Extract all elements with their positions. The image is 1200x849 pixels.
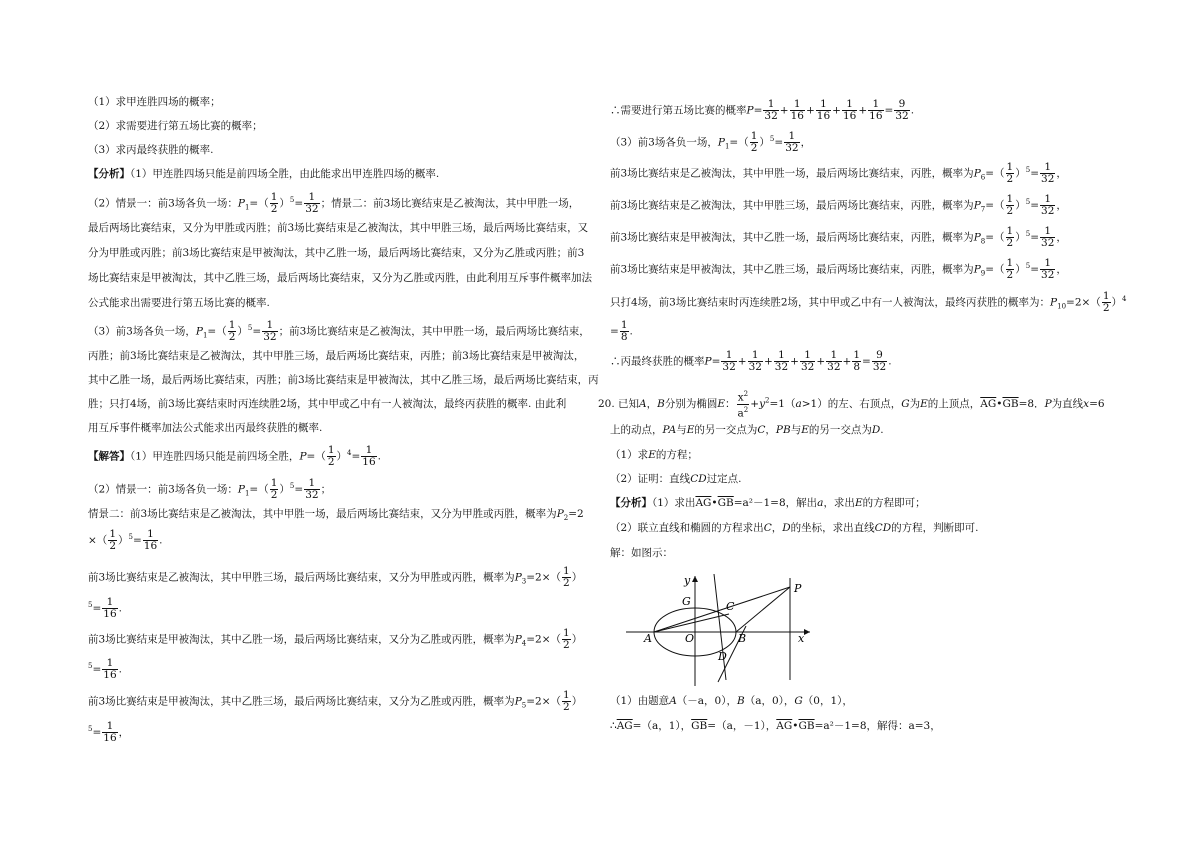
part3-p6: 前3场比赛结束是乙被淘汰，其中甲胜一场，最后两场比赛结束，丙胜，概率为$P_6=$（ $\frac{1}{2}$ ）$^5$= $\frac{1}{32}$ ，	[610, 161, 1067, 185]
part3-p7: 前3场比赛结束是乙被淘汰，其中甲胜三场，最后两场比赛结束，丙胜，概率为$P_7=$（ $\frac{1}{2}$ ）$^5$= $\frac{1}{32}$ ，	[610, 193, 1067, 217]
analysis-line-3e: 用互斥事件概率加法公式能求出丙最终获胜的概率.	[88, 422, 323, 434]
label-P: P	[794, 582, 802, 595]
analysis-line-3d: 胜；只打4场，前3场比赛结束时丙连续胜2场，其中甲或乙中有一人被淘汰，最终丙获胜的概率. 由此利	[88, 398, 567, 410]
solution-line-2a: （2）情景一：前3场各负一场：$P_1=$（ $\frac{1}{2}$ ）$^5$= $\frac{1}{32}$ ；	[88, 477, 332, 501]
scenario-2-value: ×（ $\frac{1}{2}$ ）$^5$= $\frac{1}{16}$ .	[88, 528, 163, 552]
label-G: G	[682, 595, 691, 608]
case-3-value: $^5$= $\frac{1}{16}$ .	[88, 596, 122, 620]
part3-p9: 前3场比赛结束是甲被淘汰，其中乙胜三场，最后两场比赛结束，丙胜，概率为$P_9=$（ $\frac{1}{2}$ ）$^5$= $\frac{1}{32}$ ，	[610, 257, 1067, 281]
ellipse-figure	[622, 570, 812, 688]
solution-tag: 【解答】	[88, 450, 130, 463]
question-20: 20. 已知A，B分别为椭圆E： $\frac{x^2}{a^2}$ $+y^2=1(a>1)$的左、右顶点，G为E的上顶点，$\overline{AG}•\overline{GB}=8$．P为直线x=6	[598, 390, 1105, 419]
solution-figure-caption: 解：如图示：	[610, 547, 673, 559]
analysis-line-2a: （2）情景一：前3场各负一场：$P_1=$（ $\frac{1}{2}$ ）$^5$= $\frac{1}{32}$ ；情景二：前3场比赛结束是乙被淘汰，其中甲胜一场，	[88, 191, 580, 215]
scenario-2-line: 情景二：前3场比赛结束是乙被淘汰，其中甲胜一场，最后两场比赛结束，又分为甲胜或丙胜，概率为$P_2=2$	[88, 508, 584, 523]
analysis-line-1: 【分析】（1）甲连胜四场只能是前四场全胜，由此能求出甲连胜四场的概率.	[88, 168, 440, 180]
question-1: （1）求甲连胜四场的概率；	[88, 96, 221, 108]
case-3-line: 前3场比赛结束是乙被淘汰，其中甲胜三场，最后两场比赛结束，又分为甲胜或丙胜，概率为$P_3=2\times$（ $\frac{1}{2}$ ）	[88, 565, 583, 589]
analysis-line-3a: （3）前3场各负一场，$P_1=$（ $\frac{1}{2}$ ）$^5$= $\frac{1}{32}$ ；前3场比赛结束是乙被淘汰，其中甲胜一场，最后两场比赛结束，	[88, 319, 590, 343]
label-y: y	[684, 574, 691, 587]
case-5-value: $^5$= $\frac{1}{16}$ ，	[88, 720, 130, 744]
solution-line-1: 【解答】（1）甲连胜四场只能是前四场全胜，P=（ $\frac{1}{2}$ ）$^4$= $\frac{1}{16}$ .	[88, 444, 382, 468]
part3-p10-value: = $\frac{1}{8}$ .	[610, 319, 633, 343]
analysis-line-3c: 其中乙胜一场，最后两场比赛结束，丙胜；前3场比赛结束是甲被淘汰，其中乙胜三场，最后两场比赛结束，丙	[88, 374, 599, 386]
fifth-match-prob: ∴需要进行第五场比赛的概率P= $\frac{1}{32}$ + $\frac{1}{16}$ + $\frac{1}{16}$ + $\frac{1}{16}$ + $\frac{1}{16}$ = $\frac{9}{32}$ .	[610, 98, 915, 122]
question-3: （3）求丙最终获胜的概率.	[88, 144, 214, 156]
analysis-line-2b: 最后两场比赛结束，又分为甲胜或丙胜；前3场比赛结束是乙被淘汰，其中甲胜三场，最后两场比赛结束，又	[88, 222, 589, 234]
question-20-part1: （1）求E的方程；	[610, 449, 698, 461]
solution-step-2: $\therefore\overline{AG}=(a$，1），$\overline{GB}=(a$，－1），$\overline{AG}•\overline{GB}=a^2-1=8$，解得：a=3，	[610, 720, 941, 732]
analysis-line-2e: 公式能求出需要进行第五场比赛的概率.	[88, 297, 270, 309]
part3-p10: 只打4场，前3场比赛结束时丙连续胜2场，其中甲或乙中有一人被淘汰，最终丙获胜的概率为：$P_{10}=2\times$（ $\frac{1}{2}$ ）$^4$	[610, 290, 1127, 314]
label-O: O	[685, 632, 695, 645]
label-C: C	[726, 600, 735, 613]
analysis-tag: 【分析】	[88, 168, 130, 180]
final-prob: ∴丙最终获胜的概率P= $\frac{1}{32}$ + $\frac{1}{32}$ + $\frac{1}{32}$ + $\frac{1}{32}$ + $\frac{1}{32}$ + $\frac{1}{8}$ = $\frac{9}{32}$ .	[610, 349, 892, 373]
case-5-line: 前3场比赛结束是甲被淘汰，其中乙胜三场，最后两场比赛结束，又分为乙胜或丙胜，概率为$P_5=2\times$（ $\frac{1}{2}$ ）	[88, 689, 583, 713]
label-x: x	[798, 632, 805, 645]
part3-p1: （3）前3场各负一场，$P_1=$（ $\frac{1}{2}$ ）$^5$= $\frac{1}{32}$ ，	[610, 130, 812, 154]
analysis-line-2c: 分为甲胜或丙胜；前3场比赛结束是甲被淘汰，其中乙胜一场，最后两场比赛结束，又分为乙胜或丙胜；前3	[88, 247, 585, 259]
part3-p8: 前3场比赛结束是甲被淘汰，其中乙胜一场，最后两场比赛结束，丙胜，概率为$P_8=$（ $\frac{1}{2}$ ）$^5$= $\frac{1}{32}$ ，	[610, 225, 1067, 249]
analysis-line-2d: 场比赛结束是甲被淘汰，其中乙胜三场，最后两场比赛结束，又分为乙胜或丙胜，由此利用互斥事件概率加法	[88, 272, 592, 284]
solution-step-1: （1）由题意A（－a，0），B（a，0），G（0，1），	[610, 695, 853, 707]
q20-analysis-1: 【分析】（1）求出$\overline{AG}•\overline{GB}=a^2-1=8$，解出a，求出E的方程即可；	[610, 497, 926, 509]
question-20-cont: 上的动点，PA与E的另一交点为C，PB与E的另一交点为D.	[610, 424, 884, 436]
question-20-part2: （2）证明：直线CD过定点.	[610, 473, 742, 485]
case-4-value: $^5$= $\frac{1}{16}$ .	[88, 657, 122, 681]
q20-analysis-2: （2）联立直线和椭圆的方程求出C，D的坐标，求出直线CD的方程，判断即可.	[610, 522, 979, 534]
label-D: D	[718, 650, 727, 663]
case-4-line: 前3场比赛结束是甲被淘汰，其中乙胜一场，最后两场比赛结束，又分为乙胜或丙胜，概率为$P_4=2\times$（ $\frac{1}{2}$ ）	[88, 627, 583, 651]
question-2: （2）求需要进行第五场比赛的概率；	[88, 120, 263, 132]
label-A: A	[644, 632, 652, 645]
label-B: B	[738, 632, 747, 645]
analysis-line-3b: 丙胜；前3场比赛结束是乙被淘汰，其中甲胜三场，最后两场比赛结束，丙胜；前3场比赛结束是甲被淘汰，	[88, 350, 585, 362]
